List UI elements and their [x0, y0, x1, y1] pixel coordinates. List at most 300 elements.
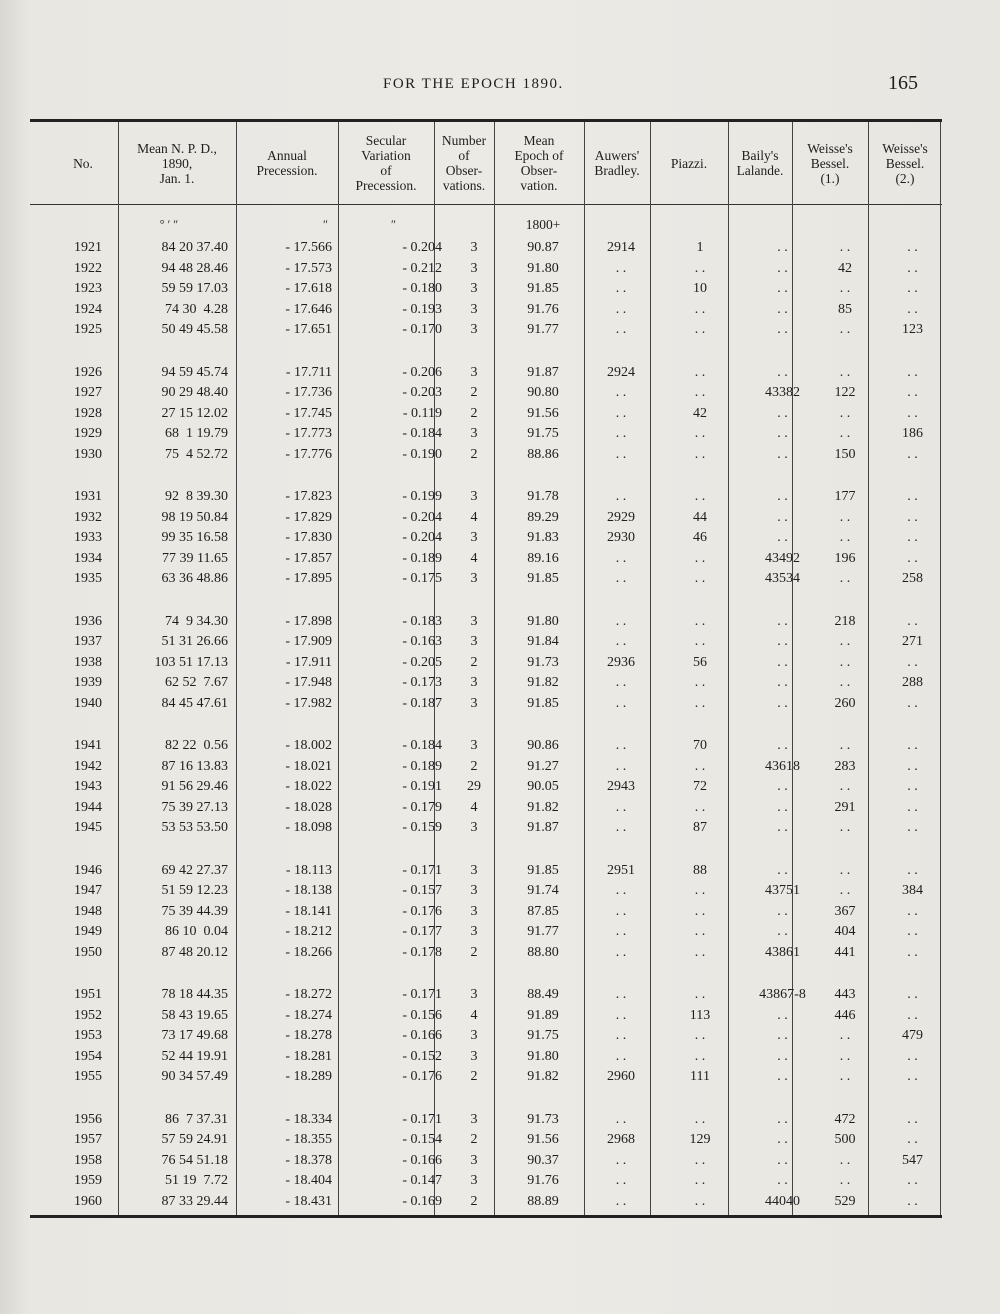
- cell-secular-variation: - 0.171: [402, 1111, 442, 1127]
- cell-secular-variation: - 0.166: [402, 1028, 442, 1043]
- cell-observations: 3: [470, 530, 478, 545]
- units-annual: ″: [323, 217, 328, 231]
- cell-number: 1941: [74, 738, 102, 753]
- cell-weisse-bessel-2: 384: [902, 883, 923, 898]
- cell-baily-lalande: . .: [777, 446, 788, 462]
- cell-baily-lalande: . .: [777, 1069, 788, 1084]
- cell-observations: 3: [470, 987, 478, 1002]
- cell-auwers-bradley: 2943: [607, 779, 635, 794]
- cell-observations: 3: [470, 301, 478, 317]
- cell-secular-variation: - 0.203: [402, 385, 442, 400]
- cell-auwers-bradley: . .: [615, 426, 627, 441]
- cell-baily-lalande: . .: [777, 738, 788, 753]
- cell-mean-epoch: 91.27: [527, 758, 559, 774]
- cell-auwers-bradley: 2930: [607, 530, 635, 545]
- cell-mean-npd: 98 19 50.84: [161, 509, 228, 525]
- cell-secular-variation: - 0.191: [402, 779, 442, 794]
- units-epoch: 1800+: [525, 217, 561, 232]
- table-row: [30, 1006, 942, 1026]
- cell-mean-epoch: 91.85: [527, 695, 559, 711]
- cell-baily-lalande: . .: [777, 260, 788, 276]
- cell-mean-npd: 94 48 28.46: [161, 260, 228, 276]
- cell-weisse-bessel-1: . .: [839, 883, 851, 898]
- cell-baily-lalande: . .: [777, 240, 788, 255]
- header-rule: [30, 204, 942, 205]
- cell-piazzi: 113: [689, 1007, 711, 1023]
- cell-mean-epoch: 91.82: [527, 1069, 559, 1084]
- cell-auwers-bradley: . .: [615, 820, 627, 835]
- cell-annual-precession: - 18.431: [285, 1193, 332, 1209]
- cell-mean-npd: 94 59 45.74: [161, 364, 228, 380]
- table-row: [30, 612, 942, 632]
- cell-mean-npd: 87 48 20.12: [161, 944, 228, 960]
- cell-number: 1951: [74, 987, 102, 1002]
- table-row: [30, 943, 942, 963]
- cell-observations: 3: [470, 695, 478, 711]
- cell-mean-epoch: 91.75: [527, 1028, 559, 1043]
- cell-secular-variation: - 0.170: [402, 322, 442, 337]
- cell-secular-variation: - 0.205: [402, 654, 442, 670]
- cell-mean-epoch: 91.85: [527, 862, 559, 878]
- cell-number: 1955: [74, 1069, 102, 1084]
- cell-weisse-bessel-1: 446: [834, 1007, 856, 1023]
- cell-secular-variation: - 0.177: [402, 924, 442, 939]
- table-row: [30, 528, 942, 548]
- cell-weisse-bessel-2: . .: [907, 695, 918, 711]
- cell-annual-precession: - 18.278: [285, 1028, 332, 1043]
- cell-piazzi: . .: [694, 924, 706, 939]
- cell-secular-variation: - 0.189: [402, 550, 442, 566]
- cell-weisse-bessel-1: . .: [839, 509, 851, 525]
- cell-weisse-bessel-1: 177: [834, 489, 856, 504]
- page-number: 165: [888, 72, 918, 94]
- cell-baily-lalande: . .: [777, 1152, 788, 1168]
- cell-baily-lalande: . .: [777, 405, 788, 421]
- cell-weisse-bessel-2: . .: [907, 779, 918, 794]
- cell-observations: 3: [470, 260, 478, 276]
- table-row: [30, 985, 942, 1005]
- running-title: FOR THE EPOCH 1890.: [383, 76, 564, 92]
- cell-piazzi: 111: [690, 1069, 710, 1084]
- cell-weisse-bessel-2: . .: [907, 385, 918, 400]
- cell-observations: 2: [470, 1069, 478, 1084]
- table-row: [30, 694, 942, 714]
- cell-auwers-bradley: . .: [615, 987, 627, 1002]
- table-row: [30, 508, 942, 528]
- header-baily-lalande: Baily's Lalande.: [736, 148, 784, 178]
- cell-annual-precession: - 18.212: [285, 924, 332, 939]
- cell-number: 1926: [74, 364, 102, 380]
- cell-weisse-bessel-1: 441: [834, 944, 856, 960]
- cell-auwers-bradley: . .: [615, 1111, 627, 1127]
- cell-weisse-bessel-2: 123: [902, 322, 923, 337]
- cell-auwers-bradley: . .: [615, 675, 627, 690]
- cell-mean-npd: 82 22 0.56: [165, 738, 228, 753]
- cell-piazzi: . .: [694, 571, 706, 586]
- cell-mean-epoch: 91.84: [527, 634, 559, 649]
- table-row: [30, 1192, 942, 1212]
- cell-piazzi: . .: [694, 799, 706, 815]
- cell-observations: 3: [470, 571, 478, 586]
- cell-secular-variation: - 0.159: [402, 820, 442, 835]
- cell-observations: 3: [470, 1111, 478, 1127]
- cell-number: 1924: [74, 301, 102, 317]
- cell-weisse-bessel-1: . .: [839, 281, 851, 296]
- cell-number: 1938: [74, 654, 102, 670]
- cell-mean-npd: 87 33 29.44: [161, 1193, 228, 1209]
- cell-mean-npd: 87 16 13.83: [161, 758, 228, 774]
- table-row: [30, 259, 942, 279]
- cell-observations: 3: [470, 1048, 478, 1064]
- cell-piazzi: . .: [694, 1111, 706, 1127]
- cell-number: 1925: [74, 322, 102, 337]
- cell-secular-variation: - 0.119: [402, 405, 442, 421]
- cell-annual-precession: - 17.857: [285, 550, 332, 566]
- cell-secular-variation: - 0.204: [402, 240, 442, 255]
- cell-annual-precession: - 17.711: [285, 364, 332, 380]
- cell-weisse-bessel-1: 218: [834, 613, 856, 629]
- cell-mean-npd: 86 7 37.31: [165, 1111, 228, 1127]
- cell-baily-lalande: . .: [777, 426, 788, 441]
- cell-weisse-bessel-2: . .: [907, 987, 918, 1002]
- cell-weisse-bessel-1: 42: [838, 260, 852, 276]
- cell-auwers-bradley: 2936: [607, 654, 635, 670]
- cell-piazzi: . .: [694, 385, 706, 400]
- cell-weisse-bessel-1: . .: [839, 1152, 851, 1168]
- cell-auwers-bradley: . .: [615, 260, 627, 276]
- header-mean-epoch: Mean Epoch of Obser- vation.: [514, 133, 564, 193]
- table-row: [30, 1171, 942, 1191]
- cell-baily-lalande: 43618: [765, 758, 800, 774]
- cell-annual-precession: - 18.028: [285, 799, 332, 815]
- cell-annual-precession: - 17.618: [285, 281, 332, 296]
- cell-piazzi: 70: [693, 738, 707, 753]
- cell-annual-precession: - 17.982: [285, 695, 332, 711]
- cell-weisse-bessel-2: . .: [907, 301, 918, 317]
- cell-secular-variation: - 0.154: [402, 1132, 442, 1147]
- cell-weisse-bessel-2: . .: [907, 1173, 918, 1188]
- cell-number: 1933: [74, 530, 102, 545]
- cell-auwers-bradley: . .: [615, 944, 627, 960]
- cell-auwers-bradley: . .: [615, 301, 627, 317]
- cell-baily-lalande: . .: [777, 903, 788, 919]
- cell-weisse-bessel-2: . .: [907, 1069, 918, 1084]
- cell-number: 1960: [74, 1193, 102, 1209]
- cell-number: 1942: [74, 758, 102, 774]
- cell-number: 1932: [74, 509, 102, 525]
- cell-secular-variation: - 0.176: [402, 903, 442, 919]
- cell-observations: 2: [470, 446, 478, 462]
- cell-secular-variation: - 0.166: [402, 1152, 442, 1168]
- cell-weisse-bessel-2: . .: [907, 260, 918, 276]
- cell-annual-precession: - 17.776: [285, 446, 332, 462]
- cell-weisse-bessel-1: 122: [834, 385, 856, 400]
- cell-auwers-bradley: . .: [615, 695, 627, 711]
- cell-baily-lalande: . .: [777, 530, 788, 545]
- cell-piazzi: 87: [693, 820, 707, 835]
- cell-mean-npd: 75 39 44.39: [161, 903, 228, 919]
- cell-number: 1940: [74, 695, 102, 711]
- table-row: [30, 922, 942, 942]
- cell-auwers-bradley: 2968: [607, 1132, 635, 1147]
- cell-observations: 3: [470, 426, 478, 441]
- cell-mean-epoch: 91.80: [527, 1048, 559, 1064]
- cell-number: 1927: [74, 385, 102, 400]
- cell-mean-epoch: 91.74: [527, 883, 559, 898]
- cell-weisse-bessel-2: . .: [907, 862, 918, 878]
- cell-piazzi: . .: [694, 903, 706, 919]
- cell-annual-precession: - 17.566: [285, 240, 332, 255]
- cell-annual-precession: - 18.141: [285, 903, 332, 919]
- header-auwers-bradley: Auwers' Bradley.: [594, 148, 640, 178]
- cell-weisse-bessel-1: 367: [834, 903, 856, 919]
- cell-observations: 4: [470, 550, 478, 566]
- cell-number: 1956: [74, 1111, 102, 1127]
- cell-baily-lalande: . .: [777, 799, 788, 815]
- cell-weisse-bessel-2: 547: [902, 1152, 923, 1168]
- cell-mean-epoch: 90.05: [527, 779, 559, 794]
- cell-weisse-bessel-2: . .: [907, 820, 918, 835]
- cell-number: 1950: [74, 944, 102, 960]
- cell-auwers-bradley: . .: [615, 613, 627, 629]
- cell-number: 1937: [74, 634, 102, 649]
- cell-baily-lalande: . .: [777, 820, 788, 835]
- cell-auwers-bradley: . .: [615, 385, 627, 400]
- cell-piazzi: 44: [693, 509, 707, 525]
- cell-mean-npd: 51 59 12.23: [161, 883, 228, 898]
- cell-mean-npd: 74 9 34.30: [165, 613, 228, 629]
- cell-annual-precession: - 18.289: [285, 1069, 332, 1084]
- cell-annual-precession: - 18.022: [285, 779, 332, 794]
- cell-secular-variation: - 0.176: [402, 1069, 442, 1084]
- cell-number: 1947: [74, 883, 102, 898]
- cell-weisse-bessel-1: 291: [834, 799, 856, 815]
- cell-weisse-bessel-1: . .: [839, 571, 851, 586]
- cell-piazzi: 42: [693, 405, 707, 421]
- cell-annual-precession: - 17.823: [285, 489, 332, 504]
- cell-number: 1935: [74, 571, 102, 586]
- cell-secular-variation: - 0.179: [402, 799, 442, 815]
- cell-secular-variation: - 0.147: [402, 1173, 442, 1188]
- cell-baily-lalande: . .: [777, 364, 788, 380]
- cell-weisse-bessel-2: . .: [907, 550, 918, 566]
- cell-weisse-bessel-1: . .: [839, 820, 851, 835]
- cell-weisse-bessel-1: . .: [839, 654, 851, 670]
- cell-secular-variation: - 0.163: [402, 634, 442, 649]
- units-npd: ° ′ ″: [159, 217, 179, 231]
- cell-number: 1949: [74, 924, 102, 939]
- cell-baily-lalande: 44040: [765, 1193, 800, 1209]
- cell-auwers-bradley: . .: [615, 1007, 627, 1023]
- cell-mean-epoch: 91.76: [527, 1173, 559, 1188]
- cell-piazzi: 56: [693, 654, 707, 670]
- cell-weisse-bessel-2: . .: [907, 489, 918, 504]
- cell-auwers-bradley: . .: [615, 883, 627, 898]
- cell-auwers-bradley: . .: [615, 446, 627, 462]
- cell-baily-lalande: . .: [777, 322, 788, 337]
- table-row: [30, 238, 942, 258]
- cell-number: 1953: [74, 1028, 102, 1043]
- cell-observations: 3: [470, 862, 478, 878]
- cell-piazzi: . .: [694, 550, 706, 566]
- cell-baily-lalande: . .: [777, 613, 788, 629]
- cell-secular-variation: - 0.193: [402, 301, 442, 317]
- cell-mean-npd: 86 10 0.04: [165, 924, 228, 939]
- cell-weisse-bessel-1: 283: [834, 758, 856, 774]
- cell-weisse-bessel-2: . .: [907, 1111, 918, 1127]
- cell-auwers-bradley: . .: [615, 1173, 627, 1188]
- cell-annual-precession: - 17.948: [285, 675, 332, 690]
- cell-mean-epoch: 89.29: [527, 509, 559, 525]
- cell-number: 1934: [74, 550, 102, 566]
- cell-auwers-bradley: . .: [615, 550, 627, 566]
- cell-weisse-bessel-2: 258: [902, 571, 923, 586]
- cell-secular-variation: - 0.178: [402, 944, 442, 960]
- cell-mean-npd: 78 18 44.35: [161, 987, 228, 1002]
- cell-number: 1939: [74, 675, 102, 690]
- cell-baily-lalande: . .: [777, 1007, 788, 1023]
- cell-number: 1928: [74, 405, 102, 421]
- table-row: [30, 632, 942, 652]
- cell-secular-variation: - 0.180: [402, 281, 442, 296]
- table-row: [30, 757, 942, 777]
- cell-piazzi: . .: [694, 695, 706, 711]
- table-row: [30, 1130, 942, 1150]
- cell-annual-precession: - 17.745: [285, 405, 332, 421]
- cell-mean-npd: 51 31 26.66: [161, 634, 228, 649]
- cell-baily-lalande: . .: [777, 1028, 788, 1043]
- cell-secular-variation: - 0.183: [402, 613, 442, 629]
- table-row: [30, 549, 942, 569]
- cell-secular-variation: - 0.171: [402, 862, 442, 878]
- cell-secular-variation: - 0.199: [402, 489, 442, 504]
- cell-secular-variation: - 0.187: [402, 695, 442, 711]
- table-row: [30, 881, 942, 901]
- cell-weisse-bessel-1: . .: [839, 1028, 851, 1043]
- cell-weisse-bessel-1: 472: [834, 1111, 856, 1127]
- cell-weisse-bessel-1: . .: [839, 322, 851, 337]
- cell-number: 1922: [74, 260, 102, 276]
- header-piazzi: Piazzi.: [670, 155, 708, 171]
- table-row: [30, 902, 942, 922]
- cell-observations: 3: [470, 738, 478, 753]
- cell-weisse-bessel-1: . .: [839, 862, 851, 878]
- cell-observations: 2: [470, 944, 478, 960]
- cell-weisse-bessel-2: . .: [907, 1007, 918, 1023]
- cell-mean-epoch: 91.80: [527, 613, 559, 629]
- cell-mean-epoch: 89.16: [527, 550, 559, 566]
- cell-mean-epoch: 91.87: [527, 364, 559, 380]
- cell-number: 1931: [74, 489, 102, 504]
- cell-piazzi: . .: [694, 1028, 706, 1043]
- cell-mean-npd: 84 45 47.61: [161, 695, 228, 711]
- cell-weisse-bessel-2: . .: [907, 364, 918, 380]
- cell-secular-variation: - 0.171: [402, 987, 442, 1002]
- running-head: [0, 72, 1000, 100]
- cell-weisse-bessel-1: . .: [839, 426, 851, 441]
- cell-weisse-bessel-1: . .: [839, 779, 851, 794]
- cell-baily-lalande: 43382: [765, 385, 800, 400]
- cell-auwers-bradley: . .: [615, 571, 627, 586]
- header-number-of-observations: Number of Obser- vations.: [441, 133, 487, 193]
- cell-observations: 3: [470, 281, 478, 296]
- cell-baily-lalande: . .: [777, 1048, 788, 1064]
- cell-weisse-bessel-1: . .: [839, 240, 851, 255]
- cell-auwers-bradley: 2951: [607, 862, 635, 878]
- cell-piazzi: . .: [694, 883, 706, 898]
- cell-secular-variation: - 0.184: [402, 738, 442, 753]
- cell-secular-variation: - 0.190: [402, 446, 442, 462]
- cell-piazzi: . .: [694, 613, 706, 629]
- cell-annual-precession: - 17.736: [285, 385, 332, 400]
- cell-annual-precession: - 17.909: [285, 634, 332, 649]
- cell-observations: 2: [470, 654, 478, 670]
- cell-annual-precession: - 17.829: [285, 509, 332, 525]
- cell-mean-epoch: 88.80: [527, 944, 559, 960]
- cell-baily-lalande: . .: [777, 301, 788, 317]
- cell-mean-epoch: 91.75: [527, 426, 559, 441]
- cell-observations: 3: [470, 883, 478, 898]
- cell-number: 1957: [74, 1132, 102, 1147]
- cell-mean-epoch: 91.56: [527, 1132, 559, 1147]
- cell-observations: 3: [470, 903, 478, 919]
- cell-weisse-bessel-2: . .: [907, 758, 918, 774]
- cell-weisse-bessel-2: . .: [907, 613, 918, 629]
- cell-observations: 3: [470, 322, 478, 337]
- cell-baily-lalande: 43861: [765, 944, 800, 960]
- cell-piazzi: 129: [689, 1132, 711, 1147]
- cell-weisse-bessel-2: . .: [907, 446, 918, 462]
- cell-secular-variation: - 0.189: [402, 758, 442, 774]
- units-secular: ″: [391, 217, 396, 231]
- cell-mean-epoch: 91.82: [527, 675, 559, 690]
- cell-weisse-bessel-1: . .: [839, 738, 851, 753]
- table-row: [30, 383, 942, 403]
- cell-mean-npd: 73 17 49.68: [161, 1028, 228, 1043]
- cell-piazzi: 88: [693, 862, 707, 878]
- cell-mean-epoch: 91.73: [527, 1111, 559, 1127]
- cell-baily-lalande: . .: [777, 779, 788, 794]
- cell-number: 1944: [74, 799, 102, 815]
- cell-piazzi: . .: [694, 944, 706, 960]
- cell-annual-precession: - 17.895: [285, 571, 332, 586]
- cell-mean-npd: 90 29 48.40: [161, 385, 228, 400]
- cell-mean-epoch: 91.73: [527, 654, 559, 670]
- table-row: [30, 673, 942, 693]
- table-row: [30, 861, 942, 881]
- cell-mean-npd: 99 35 16.58: [161, 530, 228, 545]
- cell-baily-lalande: . .: [777, 489, 788, 504]
- cell-piazzi: . .: [694, 301, 706, 317]
- table-row: [30, 424, 942, 444]
- cell-secular-variation: - 0.169: [402, 1193, 442, 1209]
- cell-weisse-bessel-2: . .: [907, 405, 918, 421]
- cell-auwers-bradley: . .: [615, 738, 627, 753]
- table-row: [30, 320, 942, 340]
- cell-annual-precession: - 17.911: [285, 654, 332, 670]
- cell-auwers-bradley: . .: [615, 758, 627, 774]
- cell-secular-variation: - 0.206: [402, 364, 442, 380]
- table-row: [30, 777, 942, 797]
- cell-number: 1959: [74, 1173, 102, 1188]
- cell-mean-epoch: 90.87: [527, 240, 559, 255]
- cell-mean-epoch: 91.56: [527, 405, 559, 421]
- cell-weisse-bessel-2: . .: [907, 654, 918, 670]
- cell-piazzi: . .: [694, 675, 706, 690]
- cell-baily-lalande: . .: [777, 509, 788, 525]
- cell-annual-precession: - 18.002: [285, 738, 332, 753]
- cell-auwers-bradley: . .: [615, 281, 627, 296]
